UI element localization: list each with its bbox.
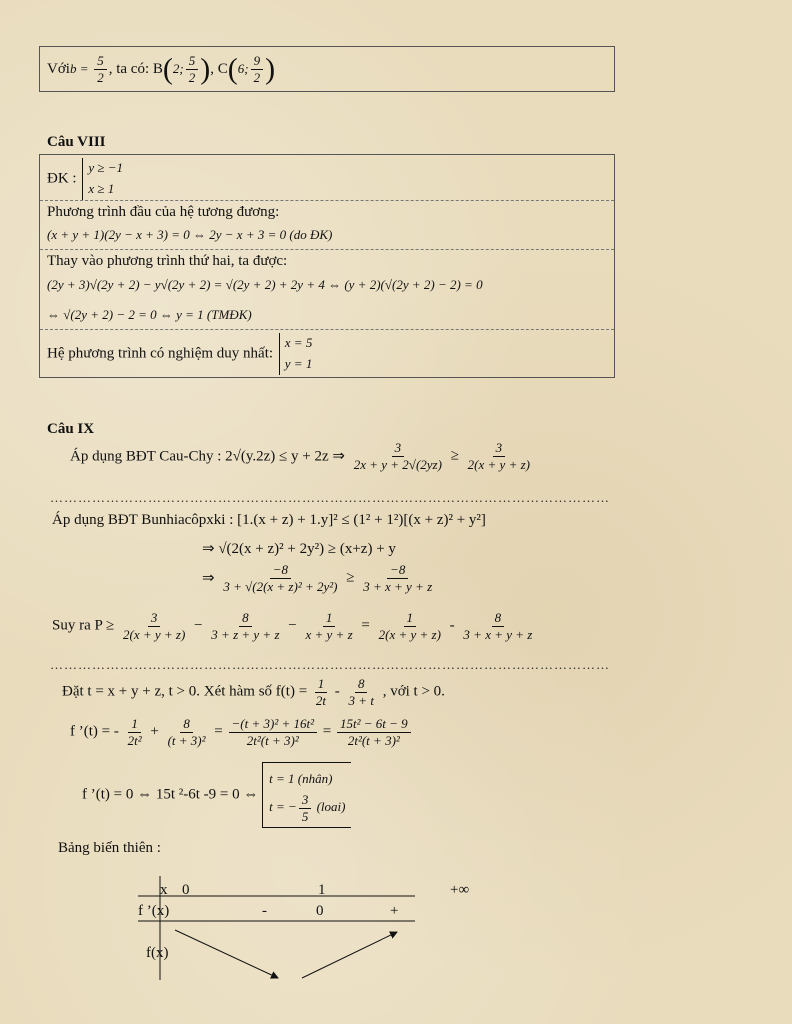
zero-solutions: t = 1 (nhân) t = − $\frac{3}{5}$ (loai) [262,762,351,828]
row2-text: Phương trình đầu của hệ tương đương: [47,204,280,220]
bbt-x0: 0 [182,882,190,898]
bbt-xinf: +∞ [450,882,470,898]
bbt-fp-label: f ’(x) [138,903,170,919]
bbt-x-label: x [160,882,168,898]
dots-separator-1: ………………………………………………………………………………………………………… [50,490,610,505]
C-fraction: $\frac{9}{2}$ [251,53,264,85]
row4-system: x = 5 y = 1 [279,333,313,375]
row3-math2: ⇔ √(2y + 2) − 2 = 0 ⇔ y = 1 (TMĐK) [47,307,252,322]
top-prefix: Với [47,61,70,77]
bbt-f-label: f(x) [146,945,169,961]
cau9-title: Câu IX [47,421,95,437]
B-fraction: $\frac{5}{2}$ [186,53,199,85]
increasing-arrow [302,932,397,978]
b-label: b = [69,61,89,76]
cauchy-line: Áp dụng BĐT Cau-Chy : 2√(y.2z) ≤ y + 2z ⇒ $\frac{3}{2x + y + 2√(2yz)}$ ≥ $\frac{3}{2(x + y + z)}$ [70,440,530,472]
dk-system: y ≥ −1 x ≥ 1 [82,158,123,200]
bbt-title: Bảng biến thiên : [58,840,161,856]
bbt-fp-zero: 0 [316,903,324,919]
zero-line: f ’(t) = 0 ⇔ 15t ²-6t -9 = 0 ⇔ t = 1 (nhân) t = − $\frac{3}{5}$ (loai) [82,762,351,828]
top-mid: , ta có: B [108,61,163,77]
row2-math: (x + y + 1)(2y − x + 3) = 0 ⇔ 2y − x + 3 = 0 (do ĐK) [47,227,333,242]
row3-text: Thay vào phương trình thứ hai, ta được: [47,253,288,269]
B-coords: 2; [172,61,184,76]
top-box-content: Vớib = $\frac{5}{2}$ , ta có: B(2; $\frac{5}{2}$ ), C(6; $\frac{9}{2}$ ) [47,52,276,86]
C-label: , C [210,61,228,77]
bbt-fp-minus: - [262,903,267,919]
dots-separator-2: ………………………………………………………………………………………………………… [50,657,610,672]
bunh-line2: ⇒ √(2(x + z)² + 2y²) ≥ (x+z) + y [202,541,396,557]
bbt-x1: 1 [318,882,326,898]
decreasing-arrow [175,930,278,978]
derivative-line: f ’(t) = - $\frac{1}{\text{2t²}}$ + $\frac{8}{\text{(t + 3)²}}$ = $\frac{\text{−(t + 3)² + 16t²}}{\text{2t²(t + 3)²}}$ = $\frac{\text{15t² − 6t − 9}}{\text{2t²(t + 3)²}}$ [70,716,413,748]
bunh-line3: ⇒ $\frac{-8}{\text{3 + √(2(x + z)² + 2y²)}}$ ≥ $\frac{-8}{3 + x + y + z}$ [202,562,433,594]
dk-row: ĐK : y ≥ −1 x ≥ 1 [47,158,123,200]
suy-ra-line: Suy ra P ≥ $\frac{3}{2(x + y + z)}$ − $\frac{8}{3 + z + y + z}$ − $\frac{1}{x + y + z}$ = $\frac{1}{2(x + y + z)}$ - $\frac{8}{3 + x + y + z}$ [52,610,533,642]
row4: Hệ phương trình có nghiệm duy nhất: x = 5 y = 1 [47,333,312,375]
bbt-fp-plus: + [390,903,399,919]
bunh-line1: Áp dụng BĐT Bunhiacôpxki : [1.(x + z) + 1.y]² ≤ (1² + 1²)[(x + z)² + y²] [52,512,486,528]
C-coords: 6; [237,61,249,76]
b-fraction: $\frac{5}{2}$ [94,53,107,85]
dat-line: Đặt t = x + y + z, t > 0. Xét hàm số f(t) = $\frac{1}{2t}$ - $\frac{8}{3 + t}$ , với t > 0. [62,676,445,708]
row3-math1: (2y + 3)√(2y + 2) − y√(2y + 2) = √(2y + 2) + 2y + 4 ⇔ (y + 2)(√(2y + 2) − 2) = 0 [47,277,483,292]
cau8-title: Câu VIII [47,134,106,150]
